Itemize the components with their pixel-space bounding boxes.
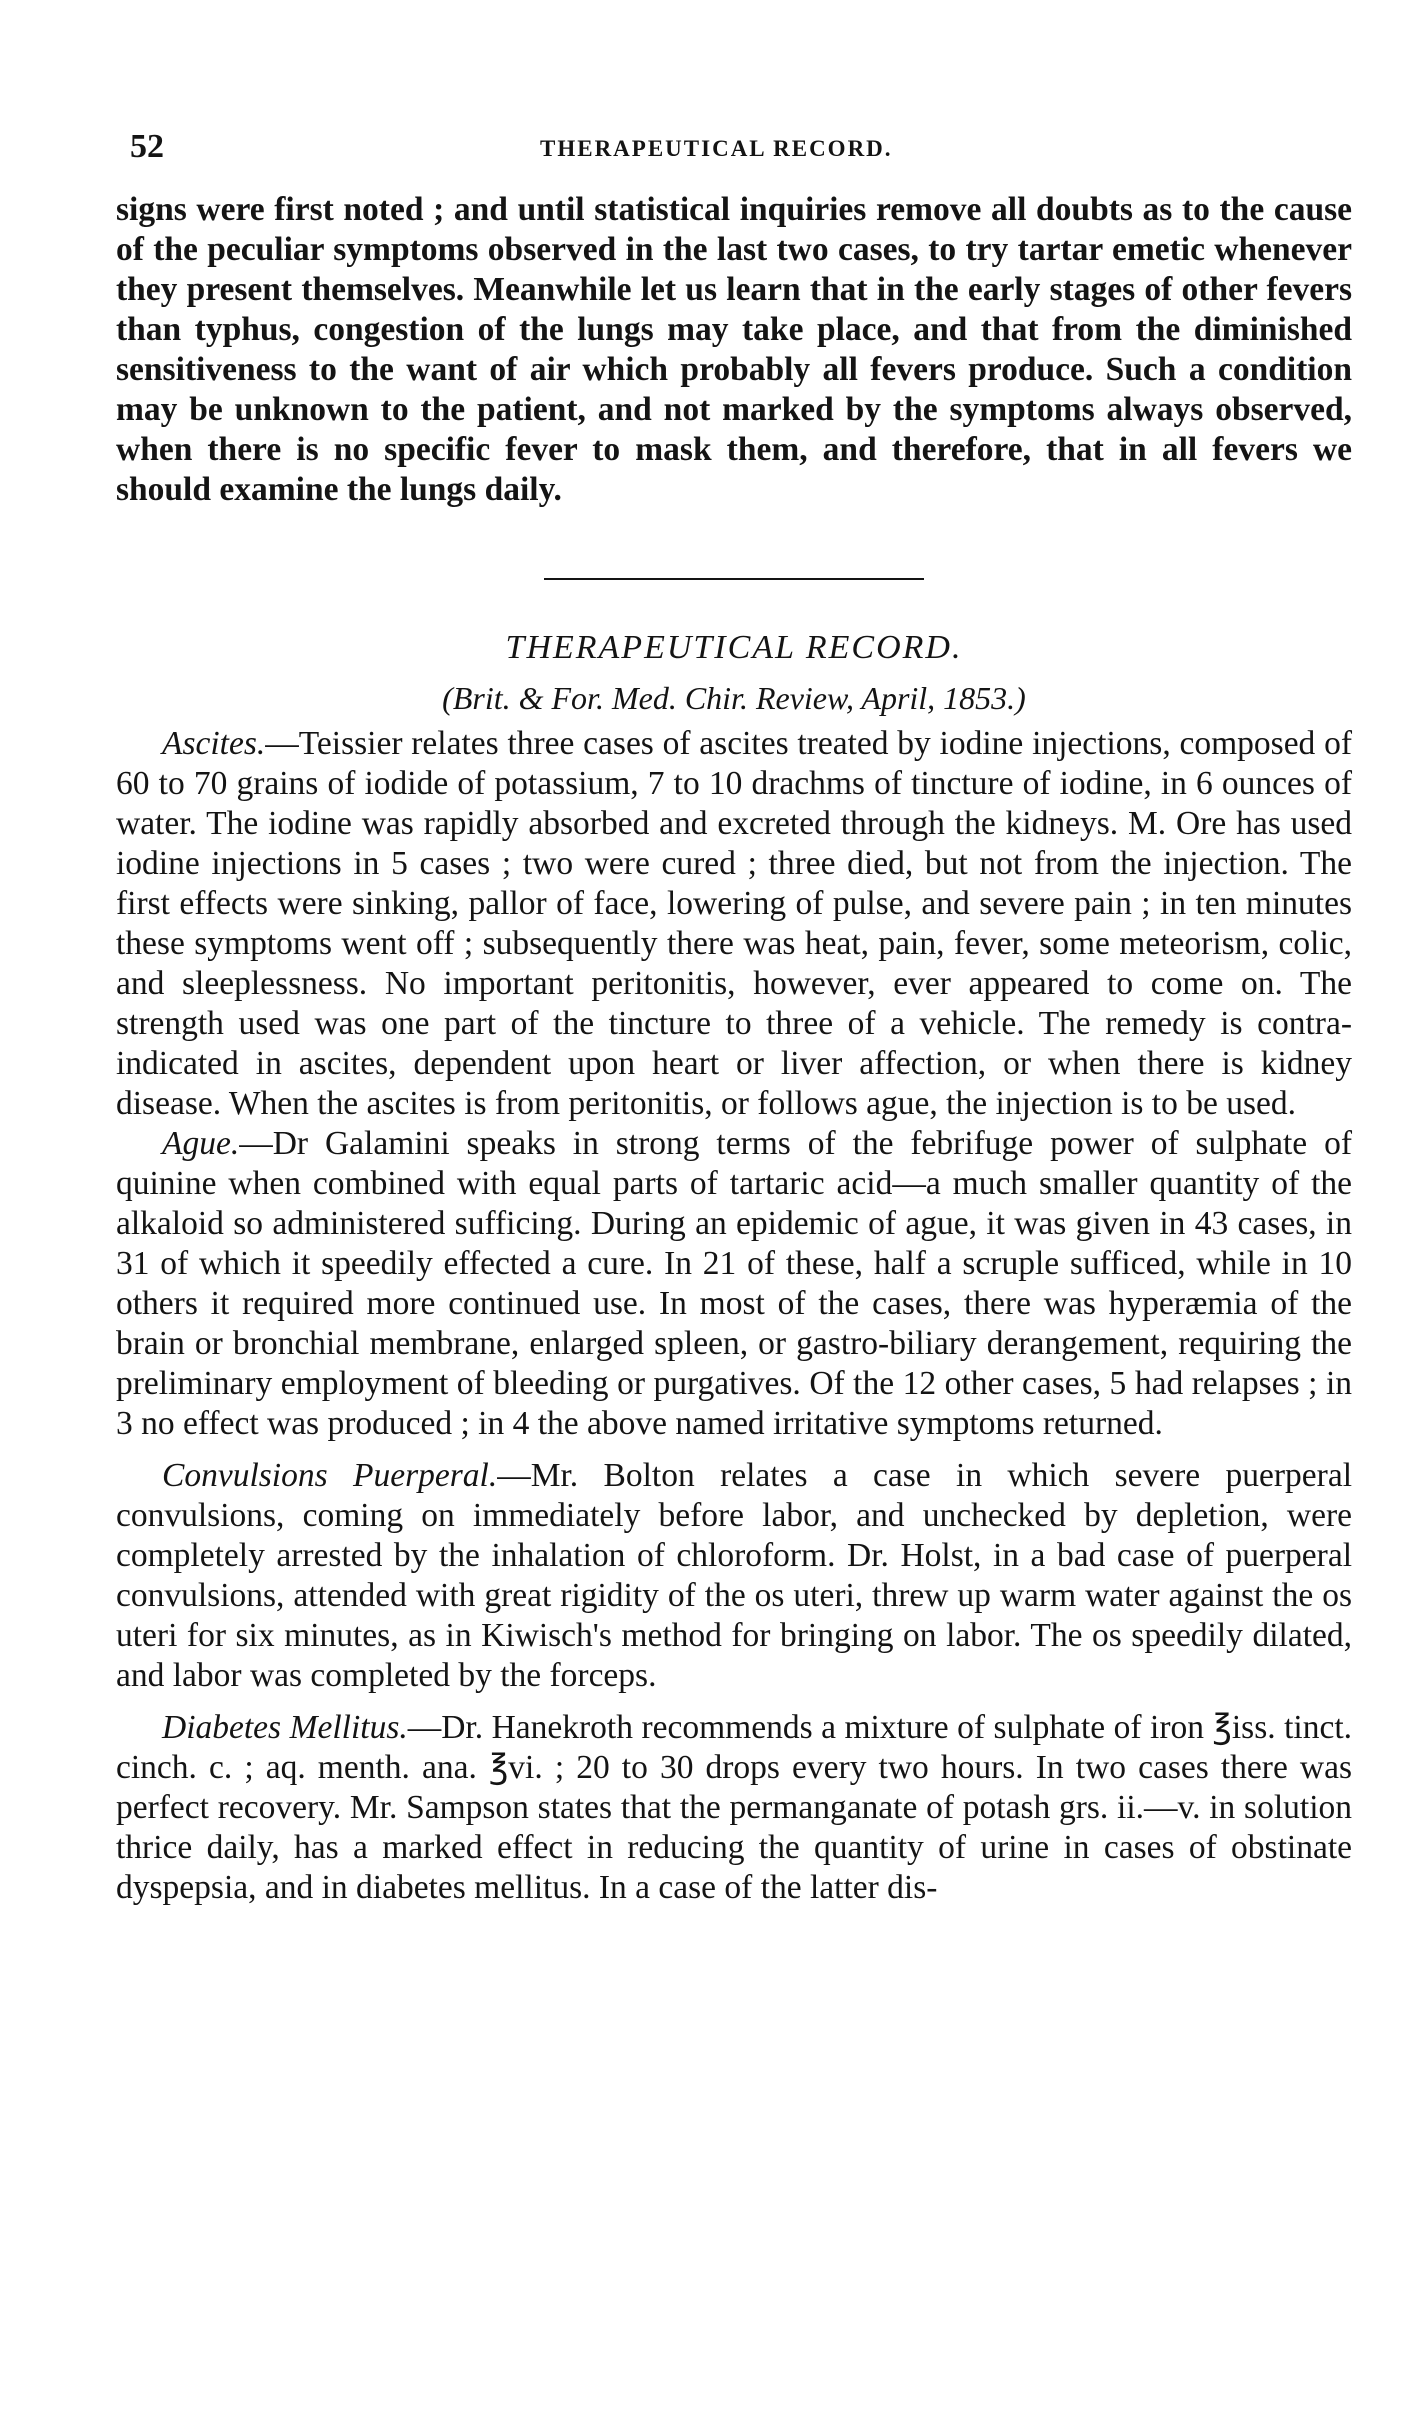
entry-lead: Convulsions Puerperal.	[162, 1457, 498, 1494]
entry-diabetes-mellitus	[116, 1708, 1352, 1908]
entry-text: —Dr. Hanekroth recommends a mixture of sulphate of iron ℥iss. tinct. cinch. c. ; aq. menth. ana. ℥vi. ; 20 to 30 drops every two hours. In two cases there was perfect recovery. Mr. Sampson states that the permanganate of potash grs. ii.—v. in solution thrice daily, has a marked effect in reducing the quantity of urine in cases of obstinate dyspepsia, and in diabetes mellitus. In a case of the latter dis-	[116, 1709, 1352, 1906]
entry-text: —Dr Galamini speaks in strong terms of the febrifuge power of sulphate of quinine when combined with equal parts of tartaric acid—a much smaller quantity of the alkaloid so administered sufficing. During an epidemic of ague, it was given in 43 cases, in 31 of which it speedily effected a cure. In 21 of these, half a scruple sufficed, while in 10 others it required more continued use. In most of the cases, there was hyperæmia of the brain or bronchial membrane, enlarged spleen, or gastro-biliary derangement, requiring the preliminary employment of bleeding or purgatives. Of the 12 other cases, 5 had relapses ; in 3 no effect was produced ; in 4 the above named irritative symptoms returned.	[116, 1125, 1352, 1442]
entry-ascites	[116, 724, 1352, 1124]
section-divider	[544, 578, 924, 580]
page-header	[130, 128, 1350, 168]
entry-ague	[116, 1124, 1352, 1444]
entry-lead: Diabetes Mellitus.	[162, 1709, 408, 1746]
page-number: 52	[130, 128, 164, 165]
section-citation: (Brit. & For. Med. Chir. Review, April, 1853.)	[442, 680, 1026, 716]
entry-text: —Teissier relates three cases of ascites treated by iodine injections, composed of 60 to 70 grains of iodide of potassium, 7 to 10 drachms of tincture of iodine, in 6 ounces of water. The iodine was rapidly absorbed and excreted through the kidneys. M. Ore has used iodine injections in 5 cases ; two were cured ; three died, but not from the injection. The first effects were sinking, pallor of face, lowering of pulse, and severe pain ; in ten minutes these symptoms went off ; subsequently there was heat, pain, fever, some meteorism, colic, and sleeplessness. No important peritonitis, however, ever appeared to come on. The strength used was one part of the tincture to three of a vehicle. The remedy is contra-indicated in ascites, dependent upon heart or liver affection, or when there is kidney disease. When the ascites is from peritonitis, or follows ague, the injection is to be used.	[116, 725, 1352, 1122]
entry-text: —Mr. Bolton relates a case in which severe puerperal convulsions, coming on immediately before labor, and unchecked by depletion, were completely arrested by the inhalation of chloroform. Dr. Holst, in a bad case of puerperal convulsions, attended with great rigidity of the os uteri, threw up warm water against the os uteri for six minutes, as in Kiwisch's method for bringing on labor. The os speedily dilated, and labor was completed by the forceps.	[116, 1457, 1352, 1694]
entry-lead: Ascites.	[162, 725, 266, 762]
entry-lead: Ague.	[162, 1125, 240, 1162]
section-title: THERAPEUTICAL RECORD.	[505, 629, 963, 666]
intro-paragraph: signs were first noted ; and until statistical inquiries remove all doubts as to the cause of the peculiar symptoms observed in the last two cases, to try tartar emetic whenever they present themselves. Meanwhile let us learn that in the early stages of other fevers than typhus, congestion of the lungs may take place, and that from the diminished sensitiveness to the want of air which probably all fevers produce. Such a condition may be unknown to the patient, and not marked by the symptoms always observed, when there is no specific fever to mask them, and therefore, that in all fevers we should examine the lungs daily.	[116, 191, 1352, 508]
entry-convulsions-puerperal	[116, 1456, 1352, 1696]
running-head: THERAPEUTICAL RECORD.	[540, 136, 893, 161]
page-content	[116, 190, 1352, 1908]
